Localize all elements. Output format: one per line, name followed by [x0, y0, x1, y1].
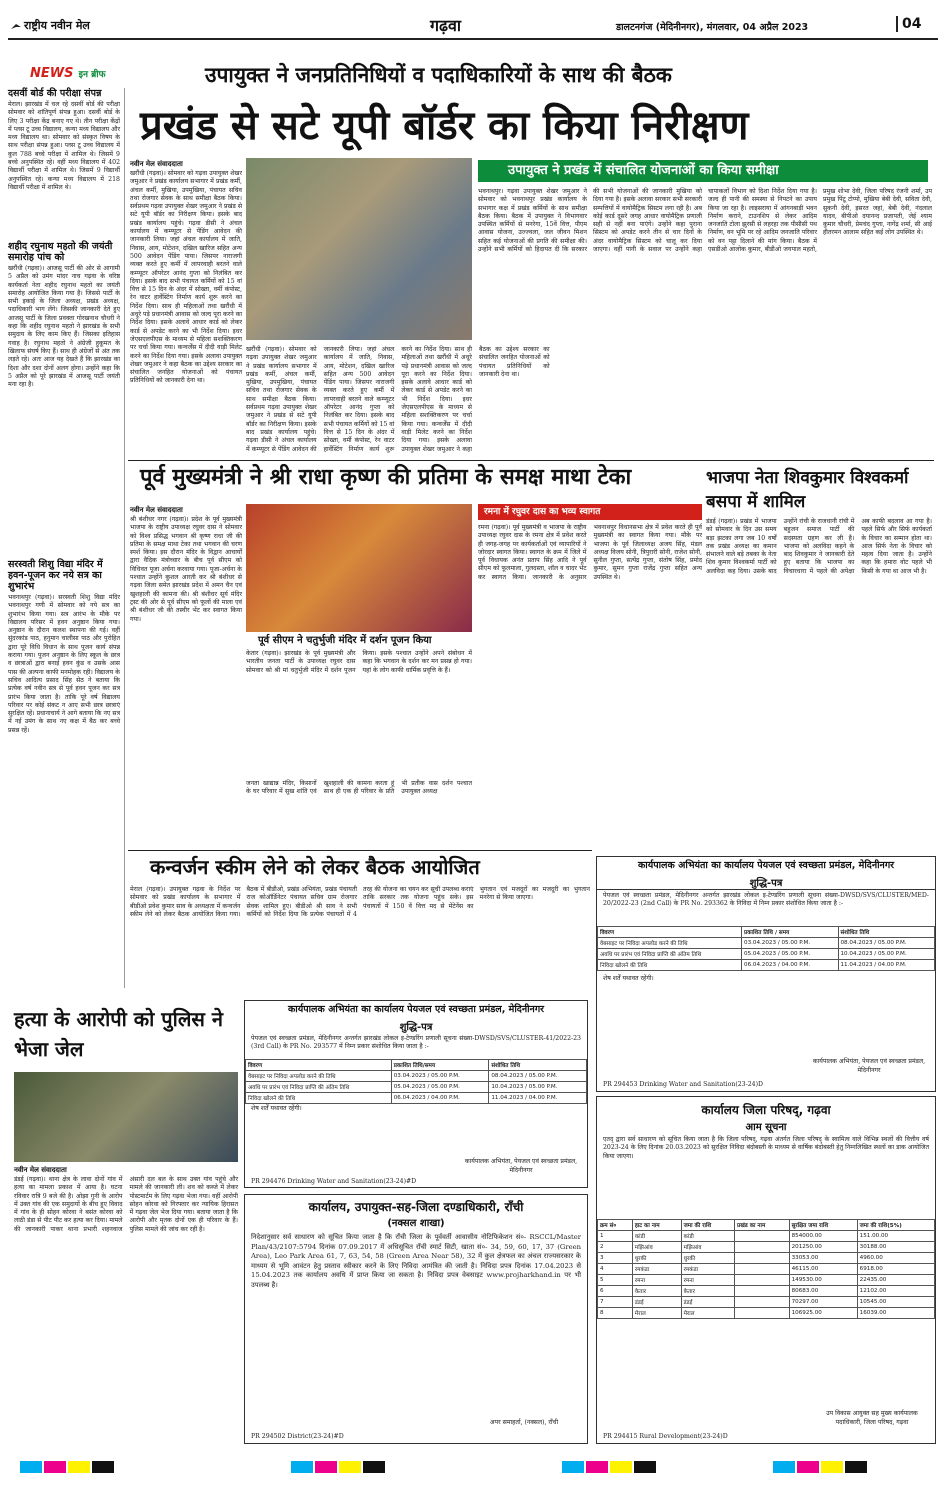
bird-logo-icon [10, 18, 22, 30]
ad4-pr: PR 294415 Rural Development(23-24)D [603, 1432, 728, 1440]
ad1-box: कार्यपालक अभियंता का कार्यालय पेयजल एवं स्वच्छता प्रमंडल, मेदिनीनगर शुद्धि-पत्र पेयजल एवं स्वच्छता प्रमंडल, मेदिनीनगर अन्तर्गत झारखंड लोकल इ-टेण्डरिंग प्रणाली सूचना संख्या-DWSD/SVS/CLUSTER/MED-20/2022-23 (2nd Call) के PR No. 293362 के निविदा में निम्न प्रकार संशोधित किया जाता है :- विवरण प्रकाशित तिथि / समय संशोधित तिथि वेबसाइट पर निविदा अपलोड करने की तिथि 03.04.2023 / 05.00 P.M. 08.04.2023 / 05.00 P.M. अवधि पर प्रारंभ एवं निविदा प्राप्ति की अंतिम तिथि 05.04.2023 / 05.00 P.M. 10.04.2023 / 05.00 P.M. निविदा खोलने की तिथि 06.04.2023 / 04.00 P.M. 11.04.2023 / 04.00 P.M. शेष शर्तें यथावत रहेंगी। कार्यपालक अभियंता, पेयजल एवं स्वच्छता प्रमंडल, मेदिनीनगर PR 294453 Drinking Water and Sanitation(23-24)D [596, 856, 936, 1092]
top-story-body-right: भवनाथपुर। गढ़वा उपायुक्त शेखर जमुआर ने सोमवार को भवनाथपुर प्रखंड कार्यालय के सभागार कक्ष में प्रखंड कर्मियों के साथ समीक्षा बैठक किया। बैठक में उपायुक्त ने विभागवार उपस्थित कर्मियों से मनरेगा, 15वें वित्त, पीएम आवास योजना, उज्ज्वला, जल जीवन मिशन सहित कई योजनाओं की प्रगति की समीक्षा की। उन्होंने सभी कर्मियों को हिदायत दी कि सरकार की सभी योजनाओं की जानकारी मुखिया को दिया गया है। इसके अलावा सरकार सभी सरकारी सम्पत्तियों में वायोमैट्रिक सिस्टम लगा रही है। अब कोई कार्ड दूसरे जगह आधार वायोमैट्रिक प्रणाली सही से नहीं बना पाएंगे। उन्होंने कहा पुराना सिस्टम को अपडेट करने तीन से चार दिनों के अंदर वायोमैट्रिक सिस्टम को चालू कर दिया जाएगा। वहीं पानी के सवाल पर उन्होंने कहा चापाकलों विभाग को दिशा निर्देश दिया गया है। जल्द ही पानी की समस्या से निपटने का उपाय किया जा रहा है। लाइसराया में आंगनबाड़ी भवन निर्माण कराने, टाउनशिप से लेकर आदिम जनजाति टोला झुरसी से लहरहा तक पीसीसी पथ निर्माण, वन भूमि पर रहे आदिम जनजाति परिवार को वन पट्टा दिलाने की मांग किया। बैठक में एसडीओ आलोक कुमार, बीडीओ जयपाल महतो, प्रमुख शोभा देवी, जिला परिषद रंजनी शर्मा, उप प्रमुख पिंटू टोप्पो, मुखिया बेबी देवी, सविता देवी, सुकनी देवी, इसरत जहां, बेबी देवी, नंदलाल यादव, बीपीओ दयानन्द प्रजापती, जेई श्याम कुमार चौधरी, प्रेमचंद गुप्ता, नागेंद्र शर्मा, सी आई हीतरमन आलाम सहित कई लोग उपस्थित थे। [478, 188, 932, 254]
ad1-table: विवरण प्रकाशित तिथि / समय संशोधित तिथि वेबसाइट पर निविदा अपलोड करने की तिथि 03.04.2023 / 05.00 P.M. 08.04.2023 / 05.00 P.M. अवधि पर प्रारंभ एवं निविदा प्राप्ति की अंतिम तिथि 05.04.2023 / 05.00 P.M. 10.04.2023 / 05.00 P.M. निविदा खोलने की तिथि 06.04.2023 / 04.00 P.M. 11.04.2023 / 04.00 P.M. [597, 926, 935, 971]
story2-body2: जनता खाद्यान्न मंदिर, किसानों के घर परिवार में सुख शांति एवं खुशहाली की कामना करता हूं साथ ही एक ही परिवार के प्रति भी प्रतीक वास दर्शन पश्चात उपायुक्त अध्यक्ष [246, 780, 472, 796]
ad3-pr: PR 294502 District(23-24)#D [251, 1432, 344, 1440]
story2-caption: पूर्व सीएम ने चतुर्भुजी मंदिर में दर्शन पूजन किया [258, 635, 432, 646]
top-story-kicker: उपायुक्त ने जनप्रतिनिधियों व पदाधिकारियों के साथ की बैठक [205, 63, 672, 87]
table-row: 5 रमना रमना 149530.00 22435.00 [598, 1275, 935, 1286]
story2-body: श्री बंशीधर नगर (गढ़वा)। प्रदेश के पूर्व मुख्यमंत्री भाजपा के राष्ट्रीय उपाध्यक्ष रघुवर दास ने सोमवार को विश्व प्रसिद्ध भगवान श्री कृष्ण राधा जी की प्रतिमा के समक्ष माथा टेका तथा भगवान की चरण स्पर्श किया। इस दौरान मंदिर के विद्वान आचार्यों द्वारा वैदिक मंत्रोच्चार के बीच पूर्व सीएम को विधिवत पूजा अर्चना करवाया गया। पूजा-अर्चना के पश्चात उन्होंने कुशल आरती कर श्री बंशीधर से गढ़वा जिला समेत झारखंड प्रदेश में अमन चैन एवं खुशहाली की कामना की। श्री बंशीधर सूर्य मंदिर ट्रस्ट की ओर से पूर्व सीएम को फूलों की माला एवं श्री बंशीधर जी की तस्वीर भेंट कर स्वागत किया गया। [130, 516, 242, 623]
story3-headline: भाजपा नेता शिवकुमार विश्वकर्मा बसपा में शामिल [706, 468, 909, 512]
top-story-byline: नवीन मेल संवाददाता [130, 160, 183, 168]
ad2-box: कार्यपालक अभियंता का कार्यालय पेयजल एवं स्वच्छता प्रमंडल, मेदिनीनगर शुद्धि-पत्र पेयजल एवं स्वच्छता प्रमंडल, मेदिनीनगर अन्तर्गत झारखंड लोकल इ-टेण्डरिंग प्रणाली सूचना संख्या-DWSD/SVS/CLUSTER-41/2022-23 (3rd Call) के PR No. 293577 में निम्न प्रकार संशोधित किया जाता है :- विवरण प्रकाशित तिथि/समय संशोधित तिथि वेबसाइट पर निविदा अपलोड करने की तिथि 03.04.2023 / 05.00 P.M. 08.04.2023 / 05.00 P.M. अवधि पर प्रारंभ एवं निविदा प्राप्ति की अंतिम तिथि 05.04.2023 / 05.00 P.M. 10.04.2023 / 05.00 P.M. निविदा खोलने की तिथि 06.04.2023 / 04.00 P.M. 11.04.2023 / 04.00 P.M. शेष शर्तें यथावत रहेंगी। कार्यपालक अभियंता, पेयजल एवं स्वच्छता प्रमंडल, मेदिनीनगर PR 294476 Drinking Water and Sanitation(23-24)#D [244, 1000, 588, 1188]
left-brief-column [8, 88, 120, 928]
color-registration-bar [20, 1458, 920, 1472]
table-row: 6 केतार केतार 80683.00 12102.00 [598, 1286, 935, 1297]
ad4-title: आम सूचना [745, 1122, 787, 1133]
top-story-body-under-photo: खरौंधी (गढ़वा)। सोमवार को गढ़वा उपायुक्त शेखर जमुआर ने प्रखंड कार्यालय सभागार में प्रखंड कर्मी, अंचल कर्मी, मुखिया, उपमुखिया, पंचायत सचिव तथा रोजगार सेवक के साथ समीक्षा बैठक किया। सर्वप्रथम गढ़वा उपायुक्त शेखर जमुआर ने प्रखंड से सटे यूपी बॉर्डर का निरीक्षण किया। इसके बाद प्रखंड कार्यालय पहुंचे। गढ़वा डीसी ने अंचल कार्यालय में कम्प्यूटर से पेंडिंग आवेदन की जानकारी लिया। जहां अंचल कार्यालय में जाति, निवास, आय, मोटेशन, दखिल खारिज सहित अन्य 500 आवेदन पेंडिंग पाया। जिसपर नाराजगी व्यक्त करते हुए कर्मी में लापरवाही बरतने वाले कम्प्यूटर ऑपरेटर आनंद गुप्ता को निलंबित कर दिया। इसके बाद सभी पंचायत कर्मियों को 15 वां वित्त से 15 दिन के अंदर में सोख्ता, वर्मी कंपोस्ट, रेन वाटर हार्वेस्टिंग निर्माण कार्य शुरू करने का निर्देश दिया। साथ ही महिलाओं तथा खरौंधी में अधूरे पड़े प्रधानमंत्री आवास को जल्द पूरा करने का निर्देश दिया। इसके अलावे आधार कार्ड को लेकर कार्ड से अपडेट करने का भी निर्देश दिया। इधर जेएसएलपीएस के माध्यम से महिला सशक्तिकरण पर चर्चा किया गया। कन्वर्जेंस में दीदी वाड़ी मिलेट करने का निर्देश दिया गया। इसके अलावा उपायुक्त शेखर जमुआर ने कहा बैठक का उद्देश्य सरकार का संचालित जनहित योजनाओं को पंचायत प्रतिनिधियों को जानकारी देना था। [246, 346, 550, 453]
ad4-box [596, 1096, 936, 1444]
ad4-sign: उप विकास आयुक्त सह मुख्य कार्यपालक पदाधिकारी, जिला परिषद, गढ़वा [826, 1410, 918, 1426]
ad1-note: पेयजल एवं स्वच्छता प्रमंडल, मेदिनीनगर अन्तर्गत झारखंड लोकल इ-टेण्डरिंग प्रणाली सूचना संख्या-DWSD/SVS/CLUSTER/MED-20/2022-23 (2nd Call) के PR No. 293362 के निविदा में निम्न प्रकार संशोधित किया जाता है :- [603, 892, 929, 908]
story5-body: डंडई (गढ़वा)। थाना क्षेत्र के लावा दोनों गांव में हत्या का मामला प्रकाश में आया है। घटना रविवार रात्रि 9 बजे की है। ओझा गुनी के आरोप में उक्त गांव की एक समुदायों के बीच हुए विवाद में गांव के ही सोहन कोरवा ने बसंत कोरवा को लाठी डंडा से पीट पीट कर हत्या कर दिया। मामले की जानकारी पाकर थाना प्रभारी शहनवाज अंसारी दल बल के साथ उक्त गांव पहुंचे और मामले की जानकारी ली। शव को कब्जे में लेकर पोस्टमार्टम के लिए गढ़वा भेजा गया। वहीं आरोपी सोहन कोरवा को गिरफ्तार कर न्यायिक हिरासत में गढ़वा जेल भेज दिया गया। बताया जाता है कि आरोपी और मृतक दोनों एक ही परिवार के हैं। पुलिस मामले की जांच कर रही है। [14, 1176, 238, 1233]
top-story-sub-kicker: उपायुक्त ने प्रखंड में संचालित योजनाओं का किया समीक्षा [478, 160, 928, 182]
dateline: डालटनगंज (मेदिनीनगर), मंगलवार, 04 अप्रैल 2023 [616, 22, 809, 33]
story2-strip-body: रमना (गढ़वा)। पूर्व मुख्यमंत्री व भाजपा के राष्ट्रीय उपाध्यक्ष रघुवर दास के रमना क्षेत्र में प्रवेश करते ही जगह-जगह पर कार्यकर्ताओं एवं व्यापारियों ने जोरदार स्वागत किया। स्वागत के क्रम में जिले में पूर्व विधायक अनंत प्रताप सिंह आदि ने पूर्व सीएम को फूलमाला, गुलदस्ता, शॉल व चादर भेंट कर स्वागत किया। जानकारी के अनुसार भवनाथपुर विधानसभा क्षेत्र में प्रवेश करते ही पूर्व मुख्यमंत्री का स्वागत किया गया। मौके पर भाजपा के पूर्व जिलाध्यक्ष अजय सिंह, मंडल अध्यक्ष विजय सोनी, त्रिपुरारी सोनी, राजेश सोनी, सुनील गुप्ता, सत्येंद्र गुप्ता, संतोष सिंह, प्रमोद कुमार, सुमन गुप्ता राजेंद्र गुप्ता सहित अन्य उपस्थित थे। [478, 524, 702, 581]
table-row: 7 डंडई डंडई 70297.00 10545.00 [598, 1297, 935, 1308]
brief-body: मेराल। झारखंड में चल रहे दसवीं बोर्ड की परीक्षा सोमवार को शांतिपूर्ण संपन्न हुआ। दसवीं बोर्ड के लिए 3 परीक्षा केंद्र बनाए गए थे। तीन परीक्षा केंद्रों में प्लस टू उच्च विद्यालय, कन्या मध्य विद्यालय और मध्य विद्यालय था। सोमवार को संस्कृत विषय के साथ परीक्षा संपन्न हुआ। प्लस टू उच्च विद्यालय में कुल 788 बच्चे परीक्षा में शामिल थे। जिसमें 9 बच्चे अनुपस्थित रहे। वहीं मध्य विद्यालय में 402 विद्यार्थी परीक्षा में शामिल थे। जिसमें 9 विद्यार्थी अनुपस्थित रहे। कन्या मध्य विद्यालय में 218 विद्यार्थी परीक्षा में शामिल थे। [8, 101, 120, 191]
story5-byline: नवीन मेल संवाददाता [14, 1166, 67, 1174]
ad3-box [244, 1194, 588, 1444]
table-row: निविदा खोलने की तिथि 06.04.2023 / 04.00 P.M. 11.04.2023 / 04.00 P.M. [246, 1093, 587, 1104]
brief-headline: दसवीं बोर्ड की परीक्षा संपन्न [8, 88, 102, 99]
story2-headline: पूर्व मुख्यमंत्री ने श्री राधा कृष्ण की प्रतिमा के समक्ष माथा टेका [140, 465, 632, 490]
ad4-org: कार्यालय जिला परिषद्, गढ़वा [701, 1103, 831, 1117]
brief-body: खरौंधी (गढ़वा)। आजसू पार्टी की ओर से आगामी 5 अप्रैल को उमंग मांदर नाच गढ़वा के वरिष्ठ कार्यकर्ता नेता शहीद रघुनाथ महतो का जयंती समारोह आयोजित किया गया है। जिससे पार्टी के सभी इकाई के जिला अध्यक्ष, प्रखंड अध्यक्ष, पदाधिकारी भाग लेंगे। जिसकी जानकारी देते हुए आजसू पार्टी के जिला प्रवक्ता गोरखनाथ चौधरी ने कहा कि शहीद रघुनाथ महतो ने झारखंड के सभी समुदाय के लिए काम किए हैं। जिसका इतिहास गवाह है। रघुनाथ महतो ने अंग्रेजी हुकूमत के खिलाफ संघर्ष किए हैं। साथ ही अंग्रेजों से अंत तक लड़ते रहे। अतः आज यह देखते हैं कि झारखंड का दिशा और दशा दोनों अलग होगा। उन्होंने कहा कि 5 अप्रैल को पूरे झारखंड में आजसू पार्टी जयंती मना रहा है। [8, 265, 120, 389]
top-story-photo [246, 158, 472, 340]
brief-body: भवनाथपुर (गढ़वा)। सरस्वती शिशु विद्या मंदिर भवनाथपुर गणी में सोमवार को नये सत्र का शुभारंभ किया गया। सत्र आरंभ के मौके पर विद्यालय परिसर में हवन अनुष्ठान किया गया। अनुष्ठान के दौरान कलश स्थापना की गई। वहीं सुंदरकांड पाठ, हनुमान चालीसा पाठ और पुरोहित द्वारा पूरे विधि विधान के साथ पूजन कार्य संपन्न कराया गया। पूजन अनुष्ठान के लिए स्कूल के छात्र व छात्राओं द्वारा बनाई हवन कुंड व उसके आस पास की अल्पना काफी मनमोहक रही। विद्यालय के सचिव आदित्य प्रसाद सिंह सेठ ने बताया कि प्रत्येक वर्ष नवीन सत्र से पूर्व हवन पूजन कर सत्र प्रारंभ किया जाता है। ताकि पूरे वर्ष विद्यालय परिवार पर कोई संकट न आए सभी छात्र छात्राएं सुरक्षित रहें। प्रधानाचार्य ने आगे बताया कि नए सत्र में नई उमंग के साथ नए कक्ष में बैठ कर बच्चे प्रसन्न रहें। [8, 594, 120, 734]
table-row: 1 कांडी कांडी 854000.00 151.00.00 [598, 1231, 935, 1242]
story5-photo [14, 1072, 238, 1162]
ad2-pr: PR 294476 Drinking Water and Sanitation(23-24)#D [251, 1177, 417, 1185]
table-row: 3 धुरकी धुरकी 33053.00 4960.00 [598, 1253, 935, 1264]
story4-headline: कन्वर्जन स्कीम लेने को लेकर बैठक आयोजित [150, 855, 480, 879]
ad3-sub: (नक्सल शाखा) [387, 1218, 445, 1229]
story2-strip: रमना में रघुवर दास का भव्य स्वागत [478, 504, 702, 520]
ad1-title: शुद्धि-पत्र [597, 875, 935, 890]
paper-name: राष्ट्रीय नवीन मेल [24, 19, 90, 32]
ad3-sign: अपर समाहर्ता, (नक्सल), राँची [489, 1418, 559, 1426]
brief-headline: शहीद रघुनाथ महतो की जयंती समारोह पांच को [8, 241, 113, 263]
ad1-sign: कार्यपालक अभियंता, पेयजल एवं स्वच्छता प्रमंडल, मेदिनीनगर [812, 1058, 926, 1074]
masthead [0, 0, 945, 48]
ad4-note: एतद् द्वारा सर्व साधारण को सूचित किया जाता है कि जिला परिषद्, गढ़वा अंतर्गत जिला परिषद् के स्वामित्व वाले विभिन्न स्थलों की वित्तीय वर्ष 2023-24 के लिए दिनांक 20.03.2023 को सुरक्षित निविदा बंदोबस्ती के माध्यम से वार्षिक बंदोबस्ती हेतु निम्नलिखित स्थलों का डाक आयोजित किया जाएगा। [603, 1136, 929, 1160]
story2-photo [246, 504, 472, 632]
ad1-org: कार्यपालक अभियंता का कार्यालय पेयजल एवं स्वच्छता प्रमंडल, मेदिनीनगर [637, 860, 895, 871]
top-story-body-left: खरौंधी (गढ़वा)। सोमवार को गढ़वा उपायुक्त शेखर जमुआर ने प्रखंड कार्यालय सभागार में प्रखंड कर्मी, अंचल कर्मी, मुखिया, उपमुखिया, पंचायत सचिव तथा रोजगार सेवक के साथ समीक्षा बैठक किया। सर्वप्रथम गढ़वा उपायुक्त शेखर जमुआर ने प्रखंड से सटे यूपी बॉर्डर का निरीक्षण किया। इसके बाद प्रखंड कार्यालय पहुंचे। गढ़वा डीसी ने अंचल कार्यालय में कम्प्यूटर से पेंडिंग आवेदन की जानकारी लिया। जहां अंचल कार्यालय में जाति, निवास, आय, मोटेशन, दखिल खारिज सहित अन्य 500 आवेदन पेंडिंग पाया। जिसपर नाराजगी व्यक्त करते हुए कर्मी में लापरवाही बरतने वाले कम्प्यूटर ऑपरेटर आनंद गुप्ता को निलंबित कर दिया। इसके बाद सभी पंचायत कर्मियों को 15 वां वित्त से 15 दिन के अंदर में सोख्ता, वर्मी कंपोस्ट, रेन वाटर हार्वेस्टिंग निर्माण कार्य शुरू करने का निर्देश दिया। साथ ही महिलाओं तथा खरौंधी में अधूरे पड़े प्रधानमंत्री आवास को जल्द पूरा करने का निर्देश दिया। इसके अलावे आधार कार्ड को लेकर कार्ड से अपडेट करने का भी निर्देश दिया। इधर जेएसएलपीएस के माध्यम से महिला सशक्तिकरण पर चर्चा किया गया। कन्वर्जेंस में दीदी वाड़ी मिलेट करने का निर्देश दिया गया। इसके अलावा उपायुक्त शेखर जमुआर ने कहा बैठक का उद्देश्य सरकार का संचालित जनहित योजनाओं को पंचायत प्रतिनिधियों को जानकारी देना था। [130, 170, 242, 385]
section-name: गढ़वा [430, 16, 462, 35]
table-row: वेबसाइट पर निविदा अपलोड करने की तिथि 03.04.2023 / 05.00 P.M. 08.04.2023 / 05.00 P.M. [598, 938, 935, 949]
table-row: वेबसाइट पर निविदा अपलोड करने की तिथि 03.04.2023 / 05.00 P.M. 08.04.2023 / 05.00 P.M. [246, 1071, 587, 1082]
story3-body: डंडई (गढ़वा)। प्रखंड में भाजपा को सोमवार के दिन उस समय बड़ा झटका लगा जब 10 वर्षों तक प्रखंड अध्यक्ष का कमान संभालने वाले बड़े तबका के नेता शिव कुमार विश्वकर्मा पार्टी को अलविदा कह दिया। उसके बाद उन्होंने रांची के राजधानी रांची में बहुजन समाज पार्टी की सदस्यता ग्रहण कर ली है। भाजपा को अलविदा कहने के बाद शिवकुमार ने जानकारी देते हुए बताया कि भाजपा का विचारधारा में पहले की अपेक्षा अब काफी बदलाव आ गया है। पहले सिर्फ और सिर्फ कार्यकर्ता के विचार का सम्मान होता था। आज सिर्फ नेता के विचार को महत्व दिया जाता है। उन्होंने कहा कि हमारा वोट पहले भी किसी के गया था आज भी है। [706, 518, 932, 575]
news-brief-label: NEWS इन ब्रीफ [30, 66, 106, 81]
story2-byline: नवीन मेल संवाददाता [130, 506, 183, 514]
top-story-headline: प्रखंड से सटे यूपी बॉर्डर का किया निरीक्षण [140, 103, 749, 149]
ad1-pr: PR 294453 Drinking Water and Sanitation(23-24)D [603, 1080, 763, 1088]
story5-headline: हत्या के आरोपी को पुलिस ने भेजा जेल [14, 1007, 223, 1061]
table-row: 4 रमकंडा रमकंडा 46115.00 6918.00 [598, 1264, 935, 1275]
story2-caption-body: केतार (गढ़वा)। झारखंड के पूर्व मुख्यमंत्री और भारतीय जनता पार्टी के उपाध्यक्ष रघुवर दास सोमवार को श्री मां चतुर्भुजी मंदिर में दर्शन पूजन किया। इसके पश्चात उन्होंने अपने संबोधन में कहा कि भगवान के दर्शन कर मन प्रसन्न हो गया। यहां के लोग काफी धार्मिक प्रवृत्ति के हैं। [246, 650, 472, 674]
table-row: अवधि पर प्रारंभ एवं निविदा प्राप्ति की अंतिम तिथि 05.04.2023 / 05.00 P.M. 10.04.2023 / 05.00 P.M. [246, 1082, 587, 1093]
ad2-org: कार्यपालक अभियंता का कार्यालय पेयजल एवं स्वच्छता प्रमंडल, मेदिनीनगर [287, 1004, 545, 1015]
table-row: निविदा खोलने की तिथि 06.04.2023 / 04.00 P.M. 11.04.2023 / 04.00 P.M. [598, 960, 935, 971]
ad2-title: शुद्धि-पत्र [399, 1022, 433, 1033]
ad3-body: निदेशानुसार सर्व साधारण को सूचित किया जाता है कि राँची जिला के पूर्ववर्ती आवासीय नोटिफिकेशन सं०- RSCCL/Master Plan/43/2107:5794 दिनांक 07.09.2017 में अधिसूचित राँची स्मार्ट सिटी, खाता सं०- 34, 59, 60, 17, 37 (Green Area), Leo Park Area 61, 7, 63, 54, 58 (Green Area Near 58), 32 में कुल क्षेत्रफल का अंचल राज्यसरकार के माध्यम से भूमि आवंटन हेतु प्रस्ताव स्वीकार करने के लिए निविदा आमंत्रित की जाती है। निविदा प्रपत्र दिनांक 17.04.2023 से 15.04.2023 तक कार्यालय अवधि में प्राप्त किया जा सकता है। निविदा प्रपत्र वेबसाइट www.projharkhand.in पर भी उपलब्ध है। [251, 1233, 581, 1289]
table-row: अवधि पर प्रारंभ एवं निविदा प्राप्ति की अंतिम तिथि 05.04.2023 / 05.00 P.M. 10.04.2023 / 05.00 P.M. [598, 949, 935, 960]
ad2-sign: कार्यपालक अभियंता, पेयजल एवं स्वच्छता प्रमंडल, मेदिनीनगर [464, 1158, 578, 1174]
ad4-table: क्रम सं० हाट का नाम जमा की राशि प्रखंड का नाम सुरक्षित जमा राशि जमा की राशि(5%) 1 कांडी कांडी 854000.00 151.00.00 2 मझिआंव मझिआंव 201250.00 30188.00 3 धुरकी धुरकी 33053.00 4960.00 4 रमकंडा रमकंडा 46115.00 6918.00 5 रमना रमना 149530.00 22435.00 6 केतार केतार 80683.00 12102.00 7 डंडई डंडई 70297.00 10545.00 8 मेराल मेराल 106925.00 16039.00 [597, 1219, 935, 1319]
page-number: 04 [896, 16, 921, 32]
brief-headline: सरस्वती शिशु विद्या मंदिर में हवन-पूजन कर नये सत्र का शुभारंभ [8, 559, 103, 592]
table-row: 2 मझिआंव मझिआंव 201250.00 30188.00 [598, 1242, 935, 1253]
ad3-org: कार्यालय, उपायुक्त-सह-जिला दण्डाधिकारी, राँची [308, 1200, 524, 1214]
ad2-table: विवरण प्रकाशित तिथि/समय संशोधित तिथि वेबसाइट पर निविदा अपलोड करने की तिथि 03.04.2023 / 05.00 P.M. 08.04.2023 / 05.00 P.M. अवधि पर प्रारंभ एवं निविदा प्राप्ति की अंतिम तिथि 05.04.2023 / 05.00 P.M. 10.04.2023 / 05.00 P.M. निविदा खोलने की तिथि 06.04.2023 / 04.00 P.M. 11.04.2023 / 04.00 P.M. [245, 1059, 587, 1104]
ad2-note: पेयजल एवं स्वच्छता प्रमंडल, मेदिनीनगर अन्तर्गत झारखंड लोकल इ-टेण्डरिंग प्रणाली सूचना संख्या-DWSD/SVS/CLUSTER-41/2022-23 (3rd Call) के PR No. 293577 में निम्न प्रकार संशोधित किया जाता है :- [251, 1035, 581, 1051]
table-row: 8 मेराल मेराल 106925.00 16039.00 [598, 1308, 935, 1319]
story4-body: मेराल (गढ़वा)। उपायुक्त गढ़वा के निर्देश पर सोमवार को प्रखंड कार्यालय के सभागार में बीडीओ प्रवेश कुमार साव के अध्यक्षता में कन्वर्जन स्कीम लेने को लेकर बैठक आयोजित किया गया। बैठक में बीडीओ, प्रखंड अभियंता, प्रखंड पंचायती राज कोऑर्डिनेटर पंचायत सचिव ग्राम रोजगार सेवक शामिल हुए। बीडीओ श्री साव ने सभी कर्मियों को निर्देश दिया कि प्रत्येक पंचायतों में 4 तरह की योजना का चयन कर सूची उपलब्ध कराएं ताकि सरकार तक योजना पहुंच सके। इस पंचायतों में 150 वें वित्त मद से मेंटेनेंस का भुगतान एवं मजदूरों का मजदूरी का भुगतान मनरेगा से किया जाएगा। [130, 886, 590, 918]
